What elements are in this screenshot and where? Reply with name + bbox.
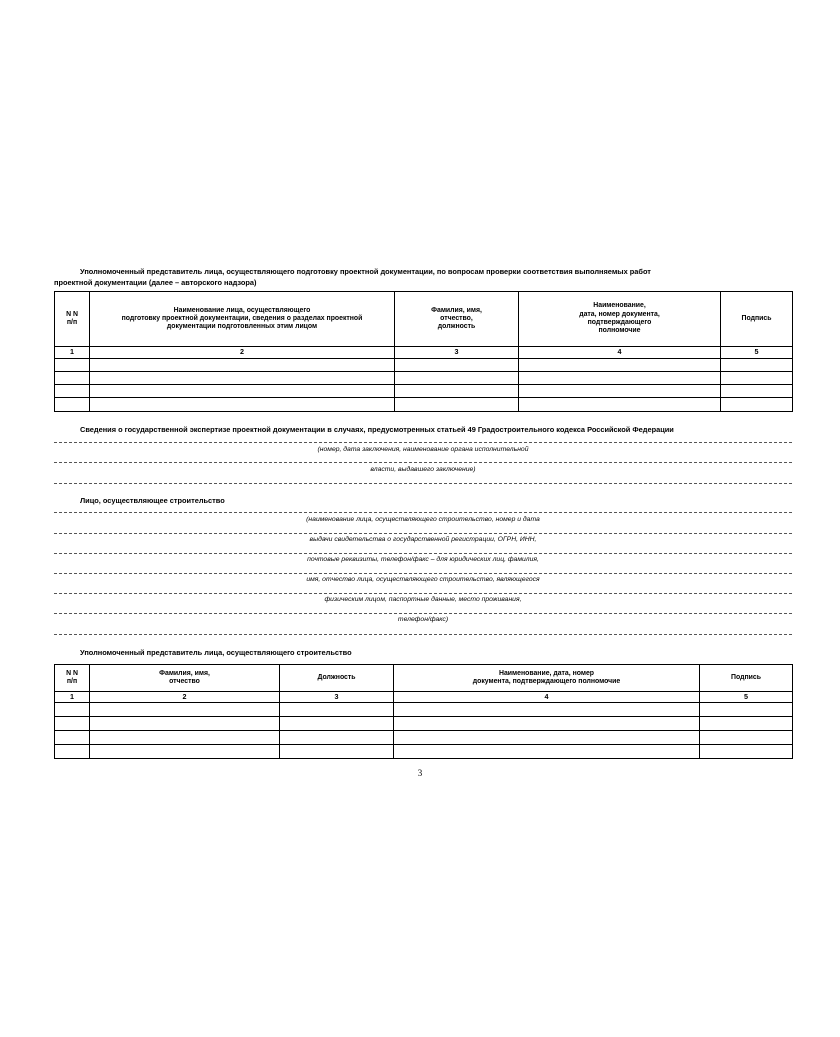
section3-note: телефон/факс) bbox=[397, 616, 449, 623]
fill-line bbox=[54, 533, 792, 534]
table-row bbox=[55, 359, 793, 372]
column-number: 3 bbox=[395, 347, 519, 359]
fill-line bbox=[54, 483, 792, 484]
section3-note: физическим лицом, паспортные данные, место проживания, bbox=[324, 596, 522, 603]
fill-line bbox=[54, 553, 792, 554]
fill-line bbox=[54, 593, 792, 594]
column-number: 3 bbox=[280, 692, 394, 703]
header-designer-name: Наименование лица, осуществляющего подготовку проектной документации, сведения о разделах проектной документации подготовленных этим лицом bbox=[90, 292, 395, 347]
table-row bbox=[55, 372, 793, 385]
column-number: 4 bbox=[394, 692, 700, 703]
header-nn: N N п/п bbox=[55, 292, 90, 347]
authors-supervision-table bbox=[54, 291, 793, 412]
section1-title-line1: Уполномоченный представитель лица, осуществляющего подготовку проектной документации, по вопросам проверки соответствия выполняемых работ bbox=[80, 267, 651, 276]
table-row bbox=[55, 385, 793, 398]
column-number: 2 bbox=[90, 347, 395, 359]
header-nn: N N п/п bbox=[55, 665, 90, 692]
column-number: 4 bbox=[519, 347, 721, 359]
section1-title-line2: проектной документации (далее – авторского надзора) bbox=[54, 278, 257, 287]
header-full-name: Фамилия, имя, отчество, должность bbox=[395, 292, 519, 347]
header-authority-document: Наименование, дата, номер документа, подтверждающего полномочие bbox=[519, 292, 721, 347]
builder-representative-table bbox=[54, 664, 793, 759]
section3-title: Лицо, осуществляющее строительство bbox=[80, 496, 225, 505]
table-row bbox=[55, 703, 793, 717]
table-row bbox=[55, 398, 793, 412]
header-authority-document: Наименование, дата, номер документа, подтверждающего полномочие bbox=[394, 665, 700, 692]
section3-note: (наименование лица, осуществляющего строительство, номер и дата bbox=[306, 516, 540, 523]
header-full-name: Фамилия, имя, отчество bbox=[90, 665, 280, 692]
table-row bbox=[55, 717, 793, 731]
table-row bbox=[55, 745, 793, 759]
table-row bbox=[55, 731, 793, 745]
column-number: 5 bbox=[700, 692, 793, 703]
fill-line bbox=[54, 462, 792, 463]
section4-title: Уполномоченный представитель лица, осуществляющего строительство bbox=[80, 648, 352, 657]
fill-line bbox=[54, 613, 792, 614]
fill-line bbox=[54, 512, 792, 513]
page-number: 3 bbox=[417, 768, 423, 778]
section3-note: имя, отчество лица, осуществляющего строительство, являющегося bbox=[306, 576, 540, 583]
fill-line bbox=[54, 634, 792, 635]
header-signature: Подпись bbox=[721, 292, 793, 347]
column-number: 5 bbox=[721, 347, 793, 359]
section2-title: Сведения о государственной экспертизе проектной документации в случаях, предусмотренных статьей 49 Градостроительного кодекса Российской Федерации bbox=[80, 425, 674, 434]
section2-note: власти, выдавшего заключение) bbox=[370, 466, 476, 473]
section2-note: (номер, дата заключения, наименование органа исполнительной bbox=[317, 446, 529, 453]
section3-note: почтовые реквизиты, телефон/факс – для юридических лиц, фамилия, bbox=[307, 556, 539, 563]
header-signature: Подпись bbox=[700, 665, 793, 692]
column-number: 1 bbox=[55, 347, 90, 359]
fill-line bbox=[54, 573, 792, 574]
header-position: Должность bbox=[280, 665, 394, 692]
column-number: 2 bbox=[90, 692, 280, 703]
fill-line bbox=[54, 442, 792, 443]
section3-note: выдачи свидетельства о государственной регистрации, ОГРН, ИНН, bbox=[309, 536, 537, 543]
column-number: 1 bbox=[55, 692, 90, 703]
